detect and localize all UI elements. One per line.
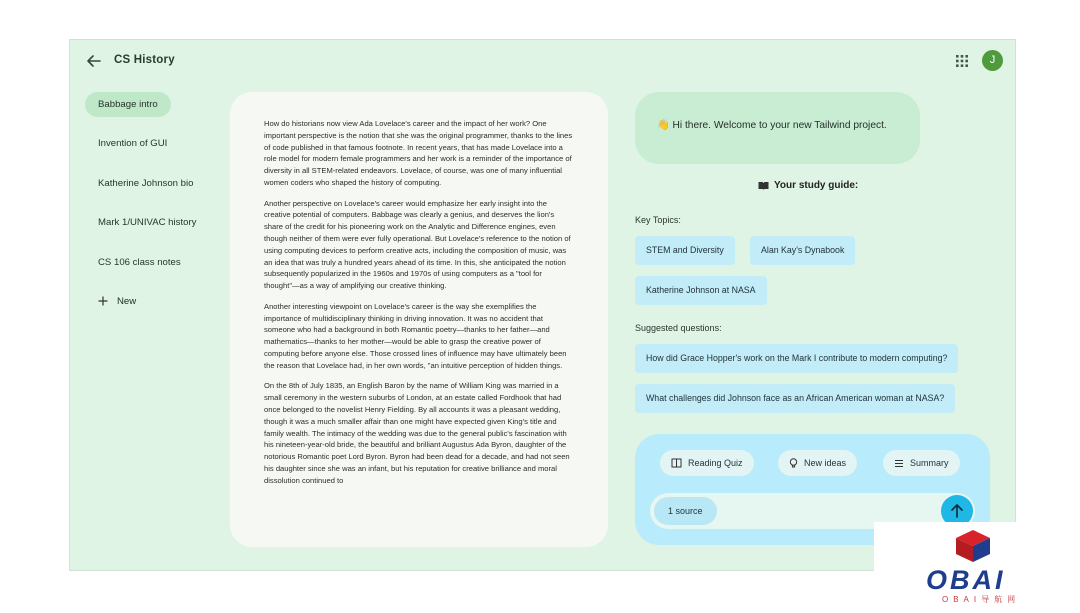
study-guide-heading xyxy=(758,180,858,191)
book-open-icon xyxy=(671,458,682,468)
sidebar-item-katherine-johnson-bio[interactable]: Katherine Johnson bio xyxy=(98,177,194,189)
welcome-text: 👋 Hi there. Welcome to your new Tailwind project. xyxy=(657,120,887,131)
sidebar-item-invention-of-gui[interactable]: Invention of GUI xyxy=(98,138,168,150)
suggested-questions-label: Suggested questions: xyxy=(635,323,722,333)
new-ideas-label: New ideas xyxy=(804,458,847,468)
summary-button[interactable] xyxy=(883,450,960,476)
cube-logo-icon xyxy=(952,528,994,564)
new-item-button[interactable] xyxy=(85,289,225,314)
top-bar xyxy=(70,40,1015,82)
back-arrow-icon[interactable] xyxy=(84,51,104,71)
doc-paragraph: Another perspective on Lovelace's career would emphasize her early insight into the creative potential of computers. Babbage was clearly a genius, and deserves the lion's share of the credit for his pioneering work on the Analytic and Difference engines, even though neither of them were ever fully operational. But Lovelace's reference to the notion of using computing devices to perform creative acts, including the composition of music, was an idea that was truly a hundred years ahead of its time. In this, she anticipated the notion subsequently popularized in the 1960s and 1970s of using computers as a "tool for thought"—as a way of amplifying our creative thinking. xyxy=(264,198,571,291)
topic-chip-stem-diversity[interactable]: STEM and Diversity xyxy=(635,236,735,265)
apps-grid-icon[interactable] xyxy=(955,54,969,68)
topic-chip-katherine-johnson[interactable]: Katherine Johnson at NASA xyxy=(635,276,767,305)
watermark-brand: OBAI xyxy=(926,565,1006,595)
app-window xyxy=(69,39,1016,571)
doc-paragraph: On the 8th of July 1835, an English Baron by the name of William King was married in a small ceremony in the western suburbs of London, at an estate called Fordhook that had once belonged to the novelist Henry Fielding. By all accounts it was a pleasant wedding, though it was a much smaller affair than one might have expected given King's title and family wealth. The intimacy of the wedding was due to the general public's fascination with his nineteen-year-old bride, the beautiful and brilliant Augustus Ada Byron, daughter of the notorious Romantic poet Lord Byron. Byron had been dead for a decade, and had not seen his daughter since she was an infant, but his reputation for creative brilliance and moral dissolution continued to xyxy=(264,381,570,485)
page-title: CS History xyxy=(114,54,175,66)
sidebar xyxy=(85,92,225,314)
suggested-question[interactable]: What challenges did Johnson face as an African American woman at NASA? xyxy=(635,384,955,413)
sidebar-item-cs106-class-notes[interactable]: CS 106 class notes xyxy=(98,256,181,268)
watermark-logo xyxy=(874,522,1080,613)
new-item-label: New xyxy=(117,295,137,307)
lightbulb-icon xyxy=(789,458,798,469)
topic-chip-dynabook[interactable]: Alan Kay's Dynabook xyxy=(750,236,855,265)
list-icon xyxy=(894,459,904,468)
watermark-subtitle: OBAI导航网 xyxy=(942,595,1021,604)
book-icon xyxy=(758,181,769,190)
new-ideas-button[interactable] xyxy=(778,450,857,476)
avatar[interactable]: J xyxy=(982,50,1003,71)
document-panel[interactable] xyxy=(230,92,608,547)
suggested-question[interactable]: How did Grace Hopper's work on the Mark I contribute to modern computing? xyxy=(635,344,958,373)
study-guide-title: Your study guide: xyxy=(774,180,859,191)
doc-paragraph: Another interesting viewpoint on Lovelace's career is the way she exemplifies the importance of multidisciplinary thinking in driving innovation. It was no accident that someone who had a background in both Romantic poetry—thanks to her father—and mathematics—thanks to her mother—would be able to grasp the creative power of computing before anyone else. Those crossed lines of influence may have ultimately been the reason that Lovelace had, in her own words, "an intuitive perception of hidden things. xyxy=(264,301,567,370)
doc-paragraph: How do historians now view Ada Lovelace's career and the impact of her work? One important perspective is the notion that she was the original programmer, thanks to the lines of code published in that famous footnote. In recent years, that has made Lovelace into a role model for modern female programmers and her work is a reminder of the importance of diversity in all STEM-related endeavors. Lovelace, of course, was one of many influential women coders who shaped the history of computing. xyxy=(264,119,573,187)
welcome-message xyxy=(635,92,920,164)
reading-quiz-label: Reading Quiz xyxy=(688,458,743,468)
key-topics-label: Key Topics: xyxy=(635,215,681,225)
summary-label: Summary xyxy=(910,458,949,468)
sidebar-item-babbage-intro[interactable]: Babbage intro xyxy=(85,92,171,117)
reading-quiz-button[interactable] xyxy=(660,450,754,476)
plus-icon xyxy=(98,296,108,306)
sidebar-item-mark1-univac-history[interactable]: Mark 1/UNIVAC history xyxy=(98,217,197,229)
source-count-pill[interactable]: 1 source xyxy=(654,497,717,525)
